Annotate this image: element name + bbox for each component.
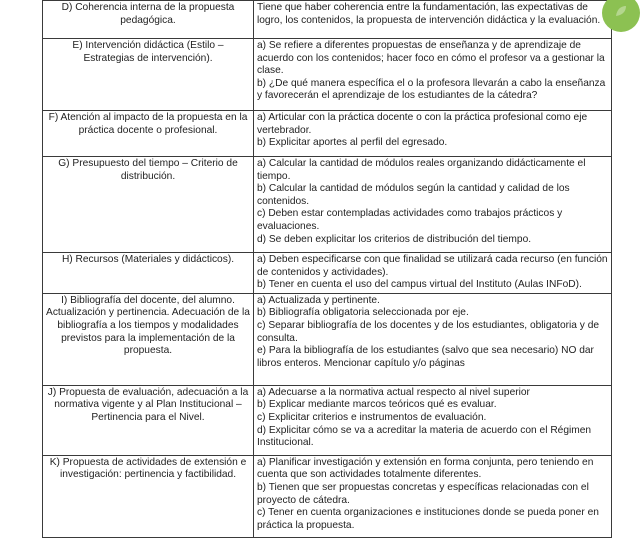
table-row (43, 1, 612, 39)
description-line: a) Articular con la práctica docente o con la práctica profesional como eje vertebrador. (257, 112, 588, 136)
table-row (43, 39, 612, 111)
description-line: b) Explicar mediante marcos teóricos qué es evaluar. (257, 399, 497, 411)
table-row (43, 385, 612, 455)
description-cell (254, 157, 612, 253)
description-line: c) Tener en cuenta organizaciones e instituciones donde se pueda poner en práctica la propuesta. (257, 507, 599, 531)
description-line: c) Deben estar contempladas actividades como trabajos prácticos y evaluaciones. (257, 208, 563, 232)
corner-decoration (602, 0, 640, 32)
description-line: e) Para la bibliografía de los estudiantes (salvo que sea necesario) NO dar libros enteros. Mencionar capítulo y/o páginas (257, 345, 594, 369)
description-cell (254, 293, 612, 385)
table-row (43, 253, 612, 294)
description-line: a) Calcular la cantidad de módulos reales organizando didácticamente el tiempo. (257, 158, 586, 182)
evaluation-criteria-table (42, 0, 612, 538)
description-line: a) Deben especificarse con que finalidad se utilizará cada recurso (en función de contenidos y actividades). (257, 254, 608, 278)
criterion-cell: H) Recursos (Materiales y didácticos). (43, 253, 254, 294)
description-cell (254, 39, 612, 111)
description-line: Tiene que haber coherencia entre la fundamentación, las expectativas de logro, los contenidos, la propuesta de intervención didáctica y la evaluación. (257, 2, 601, 26)
description-line: a) Adecuarse a la normativa actual respecto al nivel superior (257, 386, 530, 398)
description-cell (254, 111, 612, 157)
criterion-cell: I) Bibliografía del docente, del alumno. Actualización y pertinencia. Adecuación de la bibliografía a los tiempos y modalidades previstos para la implementación de la propuesta. (43, 293, 254, 385)
criterion-cell: E) Intervención didáctica (Estilo – Estrategias de intervención). (43, 39, 254, 111)
table-row (43, 455, 612, 537)
description-line: c) Separar bibliografía de los docentes y de los estudiantes, obligatoria y de consulta. (257, 319, 600, 344)
description-line: c) Explicitar criterios e instrumentos de evaluación. (257, 411, 487, 423)
description-line: a) Planificar investigación y extensión en forma conjunta, pero teniendo en cuenta que son actividades totalmente diferentes. (257, 456, 594, 481)
description-line: d) Se deben explicitar los criterios de distribución del tiempo. (257, 233, 532, 245)
description-line: b) Calcular la cantidad de módulos según la cantidad y calidad de los contenidos. (257, 183, 570, 207)
criterion-cell: G) Presupuesto del tiempo – Criterio de distribución. (43, 157, 254, 253)
description-line: b) Bibliografía obligatoria seleccionada por eje. (257, 307, 469, 319)
description-line: a) Se refiere a diferentes propuestas de enseñanza y de aprendizaje de acuerdo con los contenidos; hacer foco en cómo el profesor va a gestionar la clase. (257, 40, 605, 77)
description-line: b) Tener en cuenta el uso del campus virtual del Instituto (Aulas INFoD). (257, 279, 582, 291)
description-line: d) Explicitar cómo se va a acreditar la materia de acuerdo con el Régimen Institucional. (257, 424, 592, 449)
description-line: b) ¿De qué manera específica el o la profesora llevarán a cabo la enseñanza y favorecerán el aprendizaje de los estudiantes de la cátedra? (257, 77, 606, 102)
criterion-cell: F) Atención al impacto de la propuesta en la práctica docente o profesional. (43, 111, 254, 157)
table-row (43, 111, 612, 157)
description-line: b) Tienen que ser propuestas concretas y específicas relacionadas con el proyecto de cátedra. (257, 481, 589, 506)
description-line: a) Actualizada y pertinente. (257, 294, 380, 306)
criterion-cell: K) Propuesta de actividades de extensión e investigación: pertinencia y factibilidad. (43, 455, 254, 537)
description-line: b) Explicitar aportes al perfil del egresado. (257, 137, 448, 149)
criterion-cell: J) Propuesta de evaluación, adecuación a la normativa vigente y al Plan Institucional – Pertinencia para el Nivel. (43, 385, 254, 455)
description-cell (254, 385, 612, 455)
description-cell (254, 455, 612, 537)
table-row (43, 293, 612, 385)
table-row (43, 157, 612, 253)
leaf-icon (614, 4, 628, 18)
criterion-cell: D) Coherencia interna de la propuesta pedagógica. (43, 1, 254, 39)
description-cell (254, 253, 612, 294)
description-cell (254, 1, 612, 39)
